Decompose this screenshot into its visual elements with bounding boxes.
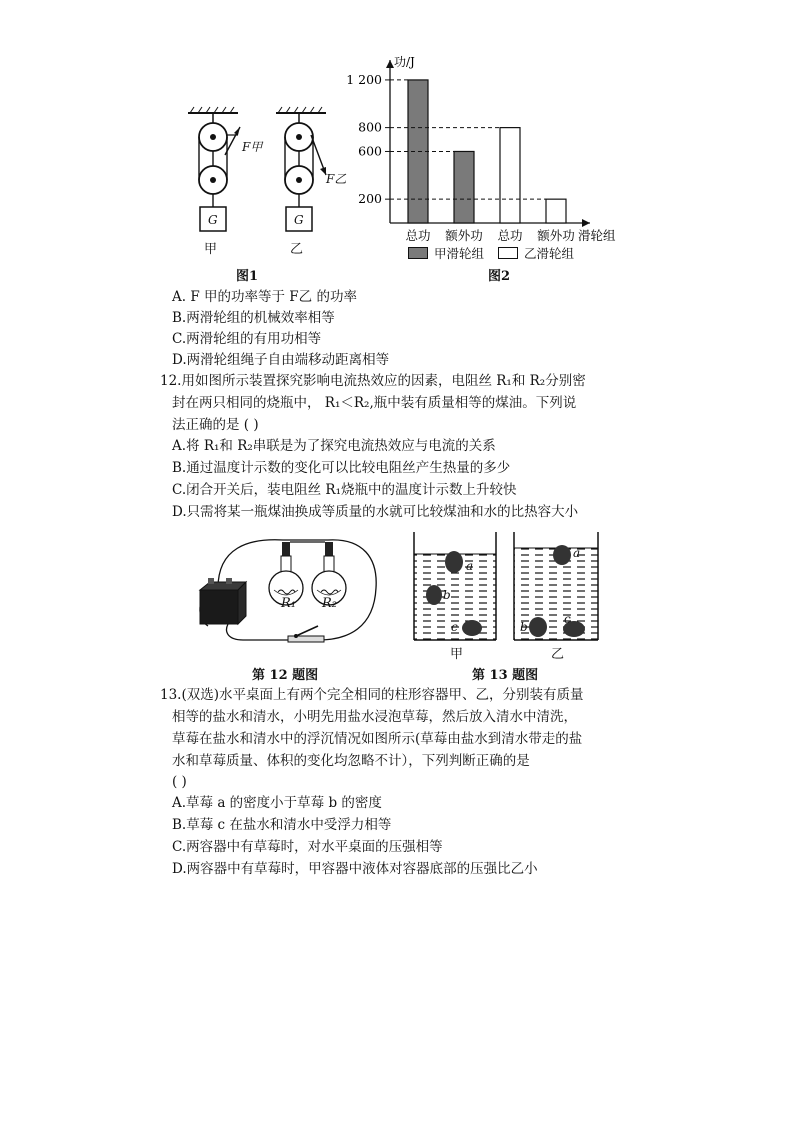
legend-label-jia: 甲滑轮组: [434, 246, 485, 261]
label-r1: R₁: [281, 596, 296, 611]
q13-stem-line-4: 水和草莓质量、体积的变化均忽略不计），下列判断正确的是: [172, 753, 530, 769]
bar: [454, 151, 474, 223]
q13-stem-line-1: 13.(双选)水平桌面上有两个完全相同的柱形容器甲、乙，分别装有质量: [160, 687, 584, 703]
strawberry-icon: [553, 545, 571, 565]
container-right-label: 乙: [551, 647, 565, 662]
q13-stem-line-5: ( ): [172, 774, 187, 790]
q13-option-d: D.两容器中有草莓时，甲容器中液体对容器底部的压强比乙小: [172, 861, 538, 877]
category-label: 总功: [497, 228, 523, 243]
figure-1-caption: 图1: [236, 269, 259, 284]
q12-stem-line-3: 法正确的是 ( ): [172, 417, 259, 433]
y-tick-label: 200: [358, 191, 382, 207]
berry-c-left: c: [451, 620, 458, 634]
q12-option-a: A.将 R₁和 R₂串联是为了探究电流热效应与电流的关系: [172, 438, 496, 454]
chart-legend: [408, 244, 574, 262]
strawberry-icon: [529, 617, 547, 637]
bar: [546, 199, 566, 223]
q11-option-c: C.两滑轮组的有用功相等: [172, 331, 322, 347]
container-left-label: 甲: [450, 647, 464, 662]
legend-label-yi: 乙滑轮组: [524, 246, 575, 261]
legend-swatch-yi: [498, 247, 518, 259]
force-right-label: F乙: [326, 172, 347, 186]
q12-stem-line-1: 12.用如图所示装置探究影响电流热效应的因素，电阻丝 R₁和 R₂分别密: [160, 373, 586, 389]
q13-stem-line-2: 相等的盐水和清水，小明先用盐水浸泡草莓，然后放入清水中清洗，: [172, 709, 577, 725]
category-label: 总功: [405, 228, 431, 243]
y-axis-label: 功/J: [394, 55, 415, 69]
figure-13-caption: 第 13 题图: [472, 668, 539, 683]
q12-option-b: B.通过温度计示数的变化可以比较电阻丝产生热量的多少: [172, 460, 511, 476]
battery-icon: [200, 578, 246, 624]
q12-option-c: C.闭合开关后，装电阻丝 R₁烧瓶中的温度计示数上升较快: [172, 482, 517, 498]
q13-option-a: A.草莓 a 的密度小于草莓 b 的密度: [172, 795, 382, 811]
label-r2: R₂: [322, 596, 337, 611]
y-tick-label: 1 200: [346, 71, 382, 87]
switch-icon: [288, 626, 324, 642]
q11-option-a: A. F 甲的功率等于 F乙 的功率: [172, 289, 357, 305]
pulley-left-label: 甲: [204, 242, 218, 257]
q13-stem-line-3: 草莓在盐水和清水中的浮沉情况如图所示(草莓由盐水到清水带走的盐: [172, 731, 583, 747]
x-axis-arrow: [582, 219, 590, 227]
figure-12-circuit: [188, 528, 388, 658]
y-tick-label: 600: [358, 143, 382, 159]
q11-option-d: D.两滑轮组绳子自由端移动距离相等: [172, 352, 390, 368]
berry-a-left: a: [466, 559, 474, 573]
figure-12-caption: 第 12 题图: [252, 668, 319, 683]
category-label: 额外功: [537, 228, 575, 243]
category-label: 额外功: [445, 228, 483, 243]
weight-left-label: G: [208, 213, 218, 227]
berry-b-right: b: [520, 620, 528, 634]
q12-stem-line-2: 封在两只相同的烧瓶中， R₁＜R₂,瓶中装有质量相等的煤油。下列说: [172, 395, 577, 411]
bar: [500, 128, 520, 223]
y-axis-arrow: [386, 60, 394, 68]
strawberry-icon: [462, 620, 482, 636]
y-tick-label: 800: [358, 119, 382, 135]
figure-1-pulleys: [180, 105, 340, 285]
work-bar-chart: [340, 48, 640, 268]
strawberry-icon: [445, 551, 463, 573]
q13-option-c: C.两容器中有草莓时，对水平桌面的压强相等: [172, 839, 443, 855]
pulley-right-label: 乙: [290, 242, 304, 257]
q12-option-d: D.只需将某一瓶煤油换成等质量的水就可比较煤油和水的比热容大小: [172, 504, 579, 520]
q11-option-b: B.两滑轮组的机械效率相等: [172, 310, 335, 326]
strawberry-icon: [426, 585, 442, 605]
berry-b-left: b: [443, 588, 451, 602]
figure-2-caption: 图2: [488, 269, 511, 284]
force-left-label: F甲: [242, 140, 263, 154]
berry-c-right: c: [564, 612, 571, 626]
berry-a-right: a: [573, 546, 581, 560]
legend-swatch-jia: [408, 247, 428, 259]
weight-right-label: G: [294, 213, 304, 227]
q13-option-b: B.草莓 c 在盐水和清水中受浮力相等: [172, 817, 392, 833]
x-axis-label: 滑轮组: [578, 228, 616, 243]
